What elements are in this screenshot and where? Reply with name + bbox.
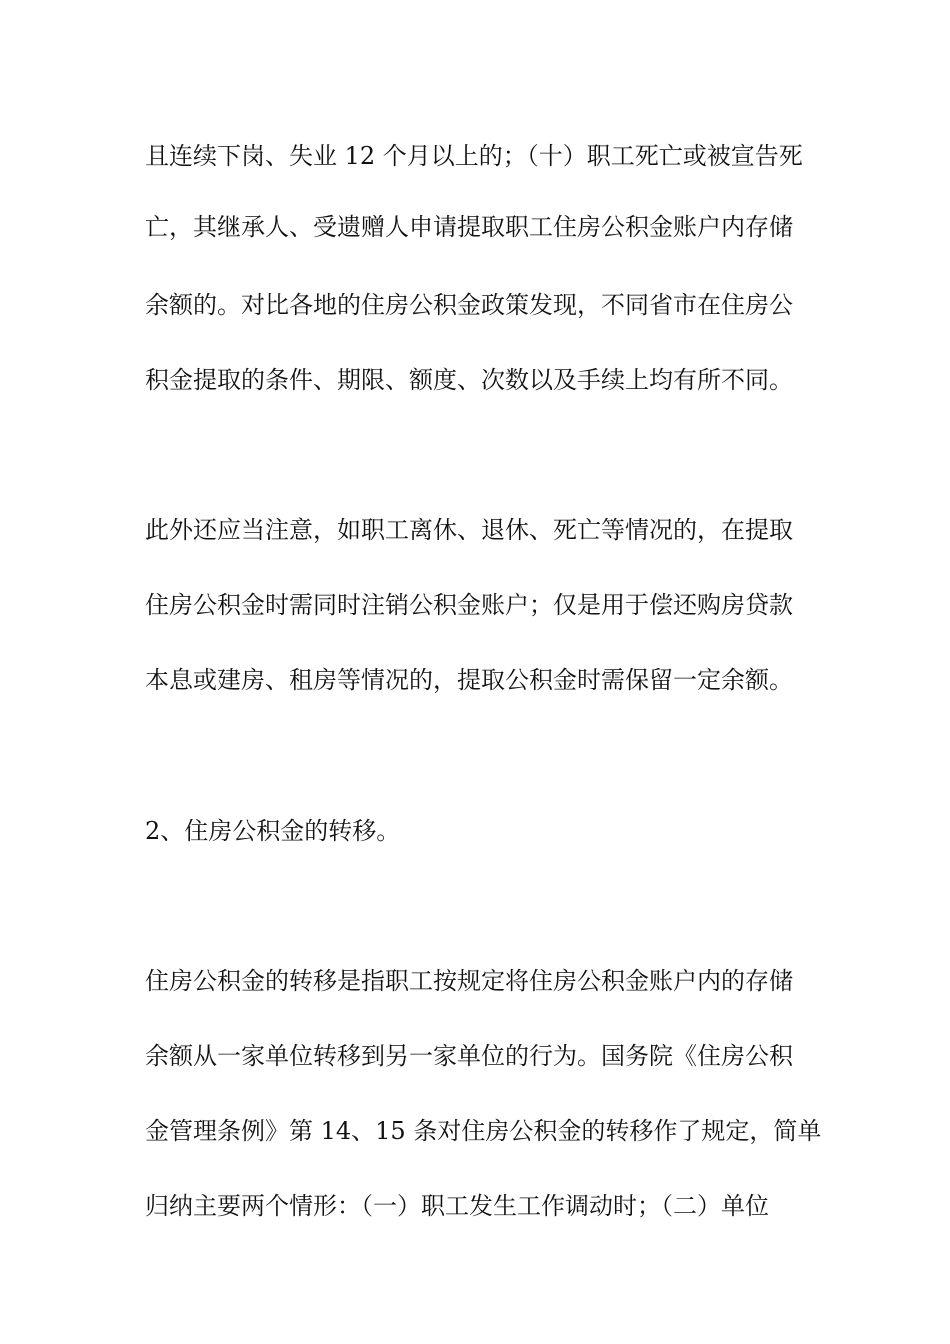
paragraph-2-line-3: 本息或建房、租房等情况的，提取公积金时需保留一定余额。 bbox=[145, 666, 793, 694]
paragraph-4-line-4: 归纳主要两个情形：（一）职工发生工作调动时；（二）单位 bbox=[145, 1192, 769, 1220]
paragraph-2-line-2: 住房公积金时需同时注销公积金账户；仅是用于偿还购房贷款 bbox=[145, 591, 793, 619]
paragraph-4-line-2: 余额从一家单位转移到另一家单位的行为。国务院《住房公积 bbox=[145, 1042, 793, 1070]
paragraph-1-line-3: 余额的。对比各地的住房公积金政策发现，不同省市在住房公 bbox=[145, 291, 793, 319]
paragraph-1-line-4: 积金提取的条件、期限、额度、次数以及手续上均有所不同。 bbox=[145, 366, 793, 394]
paragraph-2-line-1: 此外还应当注意，如职工离休、退休、死亡等情况的，在提取 bbox=[145, 516, 793, 544]
paragraph-1-line-1: 且连续下岗、失业 12 个月以上的；（十）职工死亡或被宣告死 bbox=[145, 142, 803, 170]
paragraph-4-line-1: 住房公积金的转移是指职工按规定将住房公积金账户内的存储 bbox=[145, 967, 793, 995]
section-heading: 2、住房公积金的转移。 bbox=[145, 817, 401, 845]
paragraph-1-line-2: 亡，其继承人、受遗赠人申请提取职工住房公积金账户内存储 bbox=[145, 213, 793, 241]
paragraph-4-line-3: 金管理条例》第 14、15 条对住房公积金的转移作了规定，简单 bbox=[145, 1117, 822, 1145]
